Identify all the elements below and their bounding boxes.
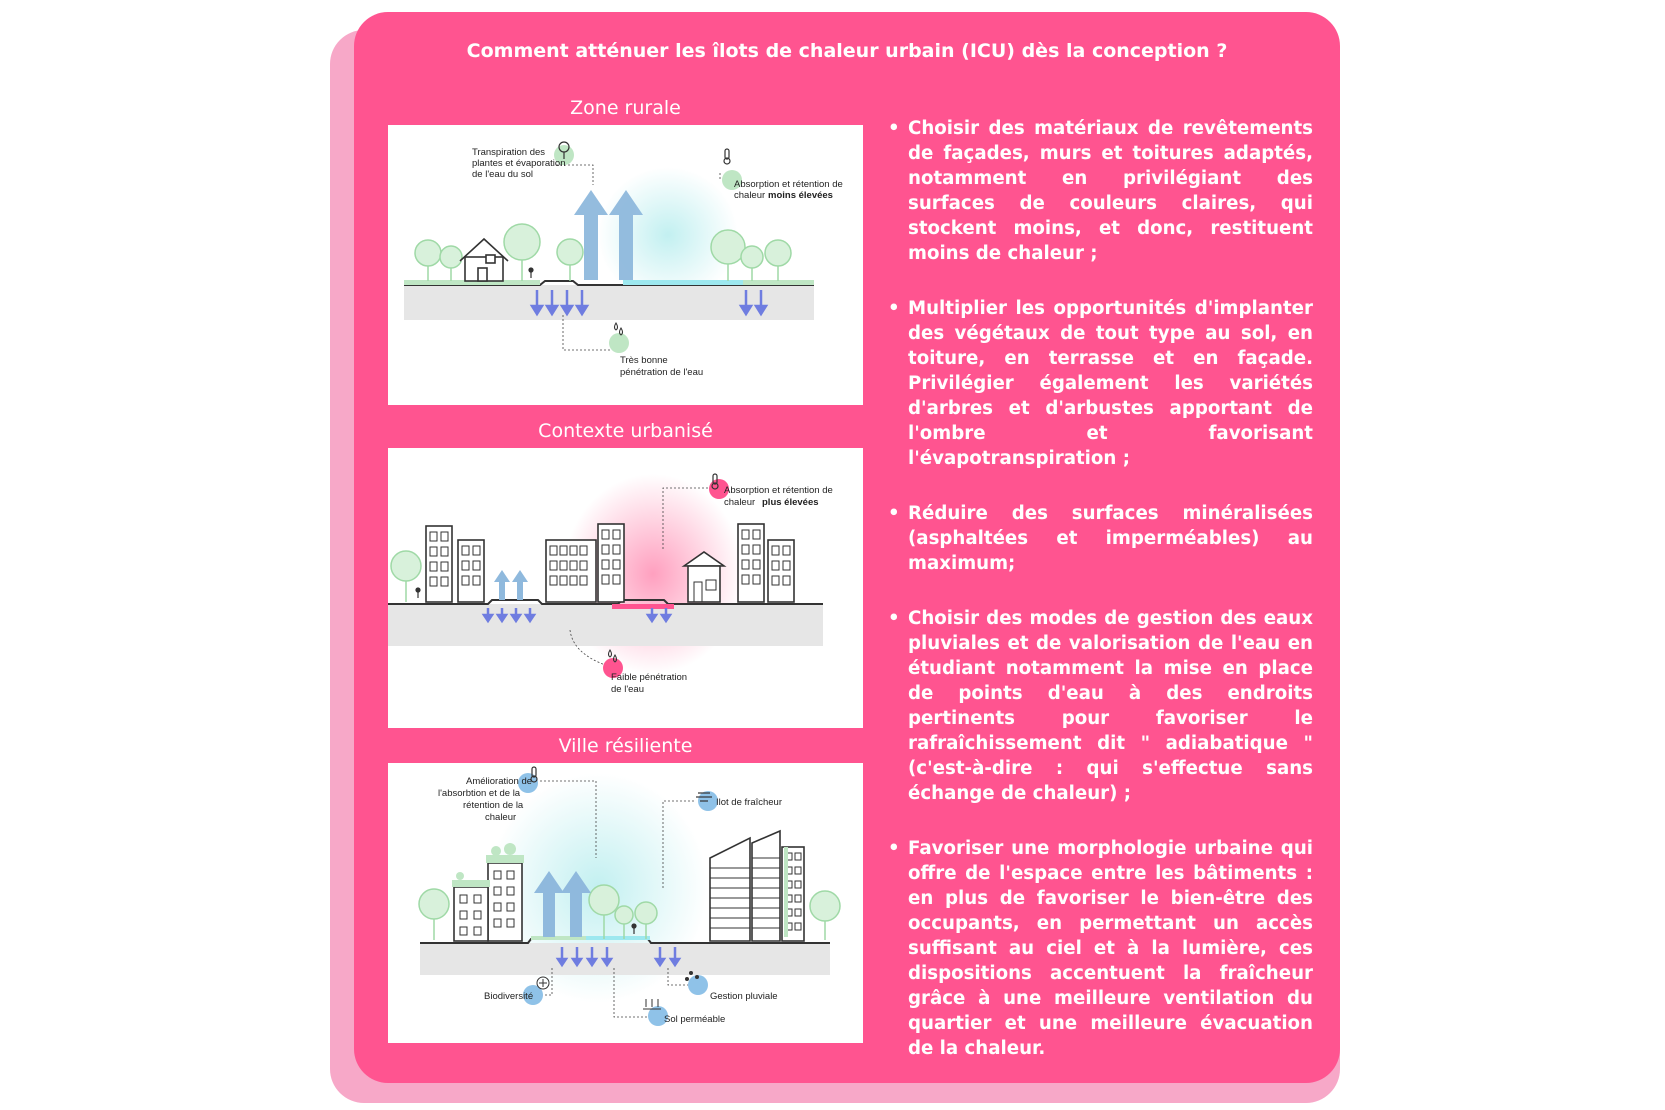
green-roof-building-icon — [454, 863, 522, 941]
label-absorption-2: chaleur — [724, 497, 756, 508]
label-penetration-2: de l'eau — [611, 684, 644, 695]
label-ilot: Ilot de fraîcheur — [716, 797, 783, 808]
building-icon — [426, 524, 794, 602]
label-penetration-2: pénétration de l'eau — [620, 367, 704, 378]
label-amelioration-3: rétention de la — [463, 800, 524, 811]
resilient-illustration — [388, 763, 863, 1043]
label-absorption-bold: moins élevées — [768, 190, 833, 201]
section-title-urban: Contexte urbanisé — [538, 420, 713, 442]
label-absorption-1: Absorption et rétention de — [724, 485, 833, 496]
section-title-resilient: Ville résiliente — [558, 735, 693, 757]
tree-icon — [391, 551, 421, 602]
evaporation-arrows — [494, 570, 528, 600]
recommendation-item: • Réduire des surfaces minéralisées (asphaltées et imperméables) au maximum; — [888, 501, 1313, 576]
label-amelioration-1: Amélioration de — [466, 776, 533, 787]
ground-layer — [404, 285, 814, 320]
urban-illustration — [388, 448, 863, 728]
rural-illustration — [388, 125, 863, 405]
label-amelioration-4: chaleur — [485, 812, 517, 823]
section-title-rural: Zone rurale — [570, 97, 681, 119]
label-absorption-1: Absorption et rétention de — [734, 179, 843, 190]
label-penetration-1: Faible pénétration — [611, 672, 688, 683]
label-biodiversite: Biodiversité — [484, 991, 534, 1002]
label-amelioration-2: l'absorbtion et de la — [438, 788, 521, 799]
diagram-resilient — [388, 763, 863, 1043]
label-transpiration-1: Transpiration des — [472, 147, 546, 158]
recommendation-item: • Choisir des modes de gestion des eaux pluviales et de valorisation de l'eau en étudiant notamment la mise en place de points d'eau à des endroits pertinents pour favoriser le rafraîchissement dit " adiabatique " (c'est-à-dire : qui s'effectue sans échange de chaleur) ; — [888, 606, 1313, 806]
recommendation-item: • Multiplier les opportunités d'implanter des végétaux de tout type au sol, en toiture, en terrasse et en façade. Privilégier également les variétés d'arbres et d'arbustes apportant de l'ombre et favorisant l'évapotranspiration ; — [888, 296, 1313, 471]
label-transpiration-3: de l'eau du sol — [472, 169, 533, 180]
page-title: Comment atténuer les îlots de chaleur urbain (ICU) dès la conception ? — [466, 40, 1228, 62]
recommendation-item: • Choisir des matériaux de revêtements de façades, murs et toitures adaptés, notamment en privilégiant des surfaces de couleurs claires, qui stockent moins, et donc, restituent moins de chaleur ; — [888, 116, 1313, 266]
water-drop-icon — [609, 333, 629, 353]
ground-layer — [420, 943, 830, 975]
diagram-rural — [388, 125, 863, 405]
label-penetration-1: Très bonne — [620, 355, 668, 366]
diagram-urban — [388, 448, 863, 728]
label-gestion: Gestion pluviale — [710, 991, 778, 1002]
label-absorption-2: chaleur — [734, 190, 766, 201]
label-transpiration-2: plantes et évaporation — [472, 158, 566, 169]
bioclimatic-building-icon — [710, 831, 804, 941]
house-icon — [460, 239, 508, 281]
ground-layer — [388, 604, 823, 646]
recommendation-item: • Favoriser une morphologie urbaine qui offre de l'espace entre les bâtiments : en plus de favoriser le bien-être des occupants, en permettant un accès suffisant au ciel et à la lumière, ces dispositions accentuent la fraîcheur grâce à une meilleure ventilation du quartier et une meilleure évacuation de la chaleur. — [888, 836, 1313, 1061]
label-sol: Sol perméable — [664, 1014, 726, 1025]
recommendations-list — [888, 116, 1313, 1091]
label-absorption-bold: plus élevées — [762, 497, 819, 508]
